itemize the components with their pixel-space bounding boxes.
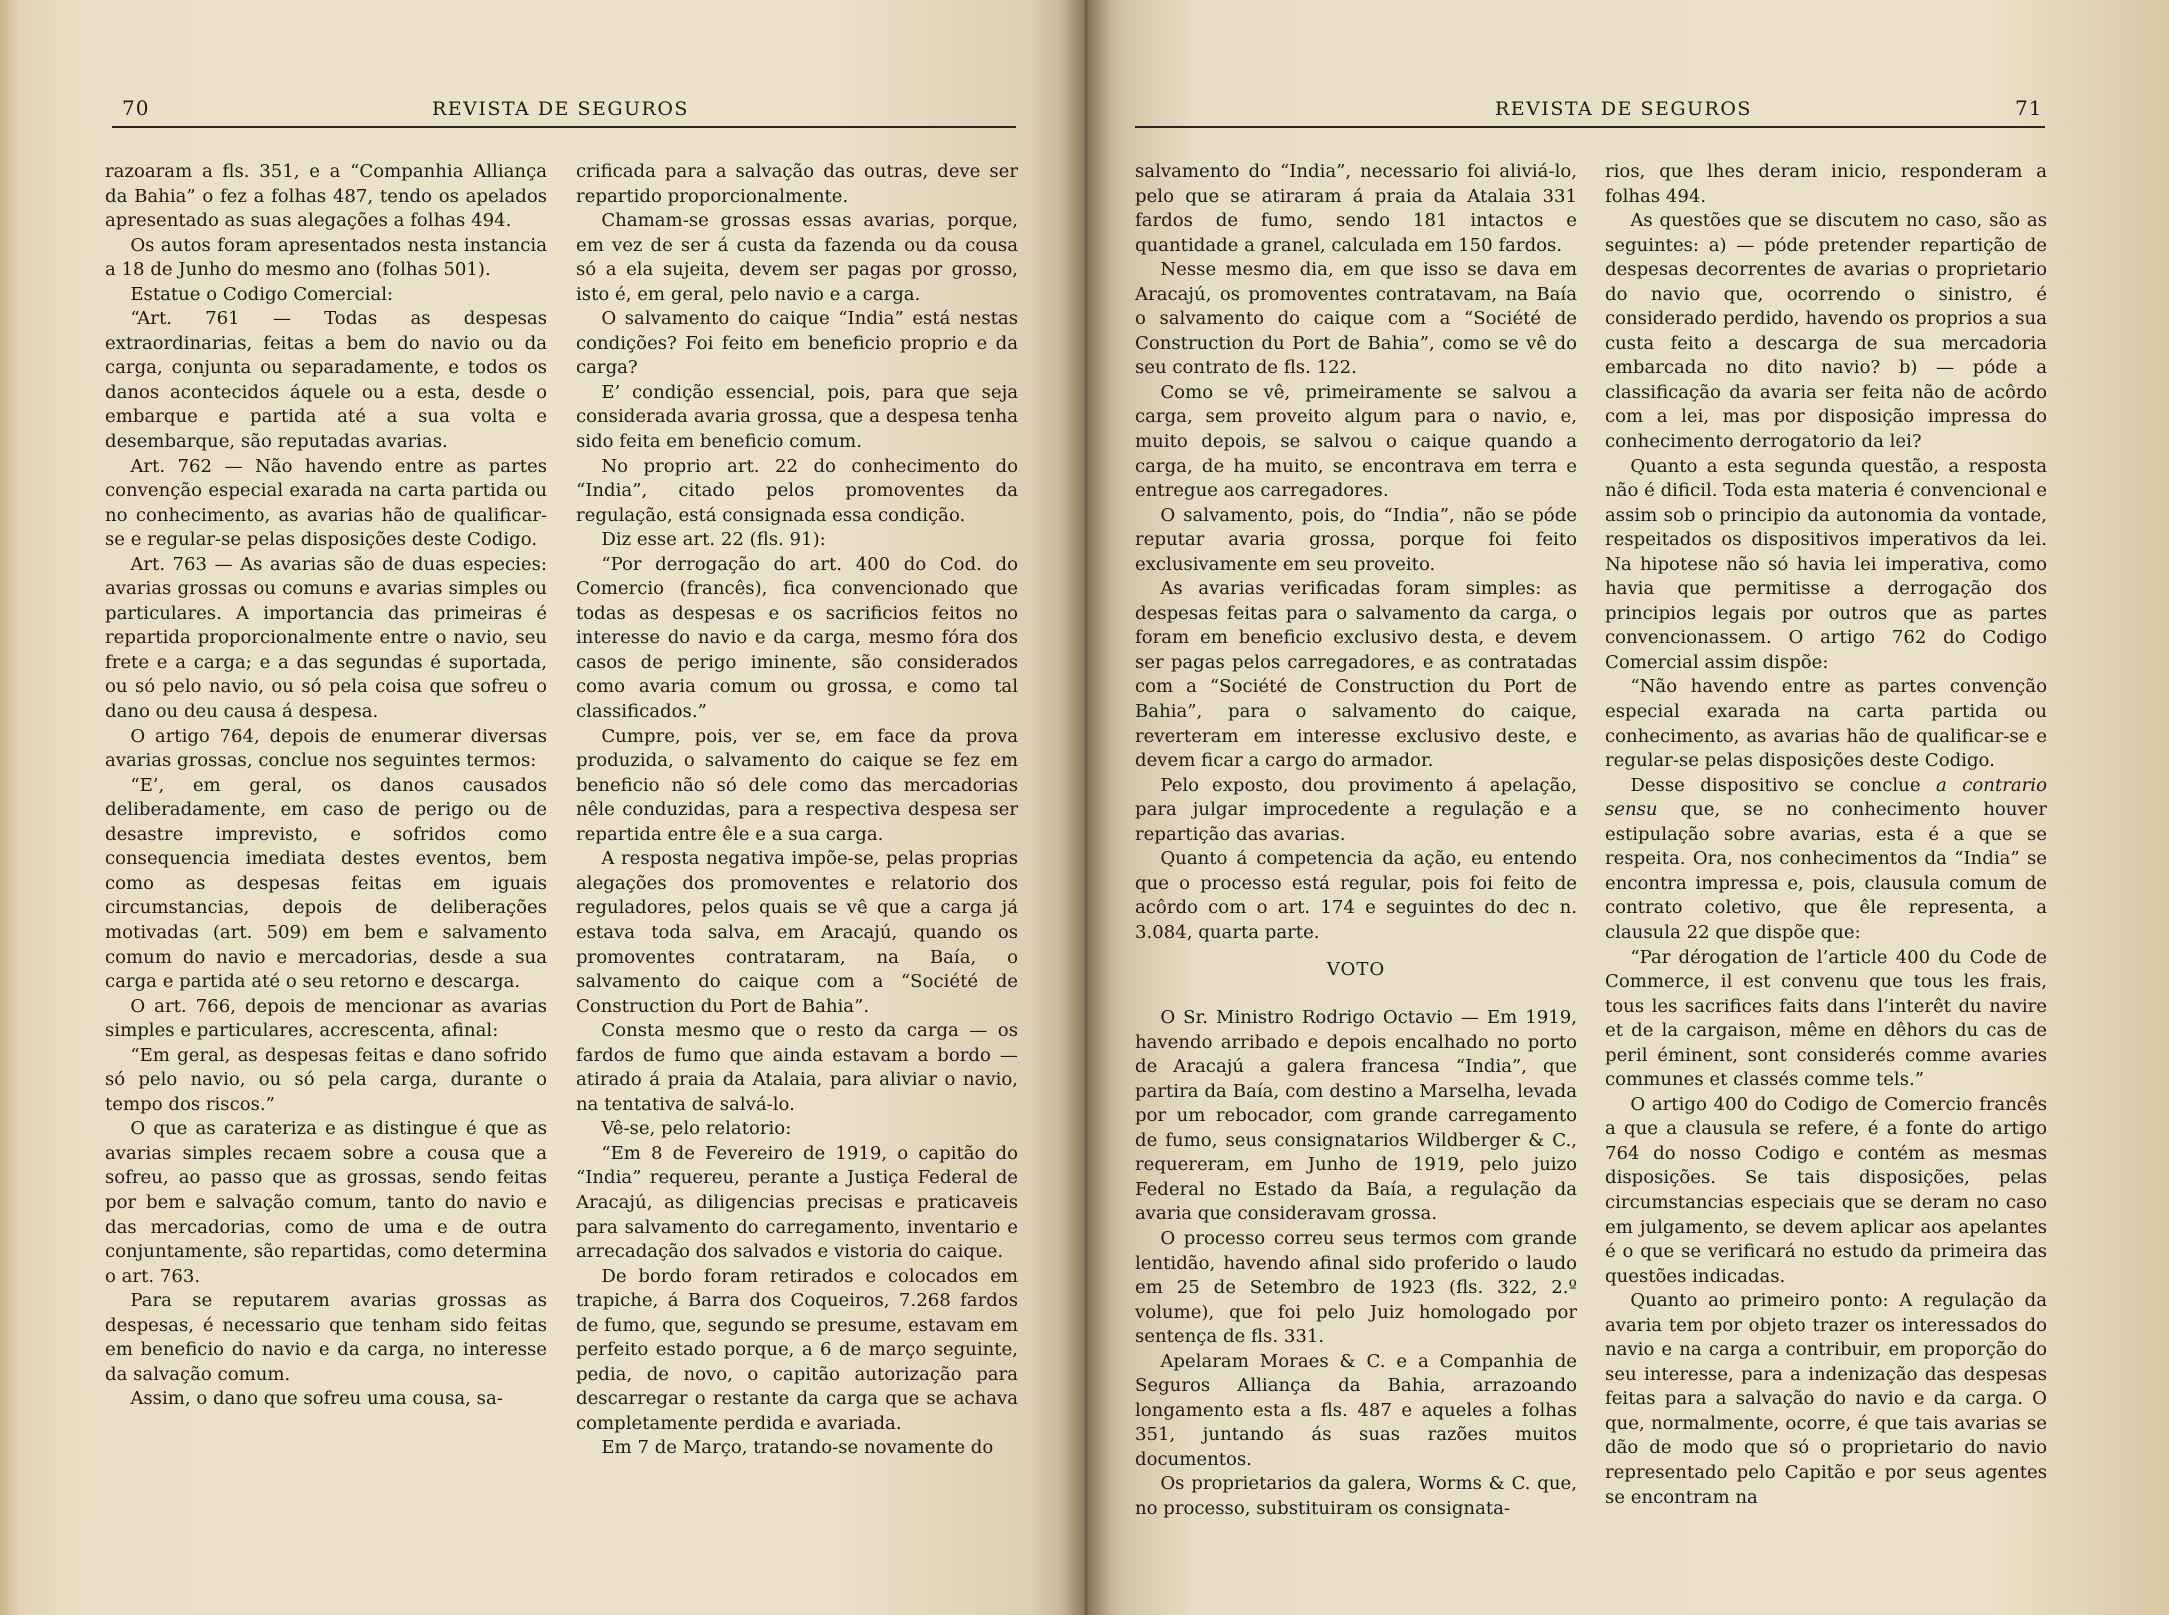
right-page [1085, 0, 2169, 1615]
book-gutter [1062, 0, 1110, 1615]
paragraph: Em 7 de Março, tratando-se novamente do [601, 1437, 994, 1459]
paragraph: crificada para a salvação das outras, deve ser repartido proporcionalmente. [576, 161, 1018, 207]
paragraph: Os autos foram apresentados nesta instancia a 18 de Junho do mesmo ano (folhas 501). [105, 234, 547, 281]
right-running-title: REVISTA DE SEGUROS [1495, 98, 1752, 120]
paragraph: Assim, o dano que sofreu uma cousa, sa- [130, 1388, 503, 1410]
paragraph: O art. 766, depois de mencionar as avarias simples e particulares, accrescenta, afinal: [105, 995, 547, 1042]
paragraph: Apelaram Moraes & C. e a Companhia de Seguros Alliança da Bahia, arrazoando longamento esta a fls. 487 e aqueles a folhas 351, juntando ás suas razões muitos documentos. [1135, 1350, 1577, 1470]
paragraph: No proprio art. 22 do conhecimento do “India”, citado pelos promoventes da regulação, está consignada essa condição. [576, 455, 1018, 526]
text-run: Desse dispositivo se conclue [1630, 774, 1921, 796]
paragraph: E’ condição essencial, pois, para que seja considerada avaria grossa, que a despesa tenha sido feita em beneficio comum. [576, 381, 1018, 453]
right-column-2 [1605, 160, 2047, 1510]
paragraph: razoaram a fls. 351, e a “Companhia Alliança da Bahia” o fez a folhas 487, tendo os apelados apresentado as suas alegações a folhas 494. [105, 161, 547, 232]
left-column-2 [576, 160, 1018, 1461]
paragraph: “Par dérogation de l’article 400 du Code de Commerce, il est convenu que tous les frais, tous les sacrifices faits dans l’interêt du navire et de la cargaison, même en dêhors du cas de peril éminent, sont considerés comme avaries communes et classés comme tels.” [1605, 946, 2047, 1091]
paragraph: O Sr. Ministro Rodrigo Octavio — Em 1919, havendo arribado e depois encalhado no porto de Aracajú a galera francesa “India”, que partira da Baía, com destino a Marselha, levada por um rebocador, com grande carregamento de fumo, seus consignatarios Wildberger & C., requereram, em Junho de 1919, pelo juizo Federal no Estado da Baía, a regulação da avaria que consideravam grossa. [1135, 1007, 1577, 1225]
paragraph: Para se reputarem avarias grossas as despesas, é necessario que tenham sido feitas em beneficio do navio e da carga, no interesse da salvação comum. [105, 1290, 547, 1385]
paragraph: O processo correu seus termos com grande lentidão, havendo afinal sido proferido o laudo em 25 de Setembro de 1923 (fls. 322, 2.º volume), que foi pelo Juiz homologado por sentença de fls. 331. [1135, 1227, 1577, 1348]
left-page-number: 70 [122, 96, 150, 120]
right-page-number: 71 [2015, 96, 2043, 120]
paragraph: As questões que se discutem no caso, são as seguintes: a) — póde pretender repartição de despesas decorrentes de avarias o proprietario do navio que, ocorrendo o sinistro, é considerado perdido, havendo os proprios a sua custa feito a descarga de sua mercadoria embarcada no dito navio? b) — póde a classificação da avaria ser feita não de acôrdo com a lei, mas por disposição impressa do conhecimento derrogatorio da lei? [1605, 210, 2047, 453]
paragraph [1605, 774, 2047, 946]
paragraph: Diz esse art. 22 (fls. 91): [601, 529, 826, 551]
paragraph: Quanto a esta segunda questão, a resposta não é dificil. Toda esta materia é convencional e assim sob o principio da autonomia da vontade, respeitados os dispositivos imperativos da lei. Na hipotese não só havia lei imperativa, como havia que permitisse a derrogação dos principios legais por outros que as partes convencionassem. O artigo 762 do Codigo Comercial assim dispõe: [1605, 455, 2047, 673]
paragraph: De bordo foram retirados e colocados em trapiche, á Barra dos Coqueiros, 7.268 fardos de fumo, que, segundo se presume, estavam em perfeito estado porque, a 6 de março seguinte, pedia, de novo, o capitão autorização para descarregar o restante da carga que se achava completamente perdida e avariada. [576, 1265, 1018, 1434]
paragraph: O salvamento do caique “India” está nestas condições? Foi feito em beneficio proprio e da carga? [576, 308, 1018, 379]
paragraph: “Art. 761 — Todas as despesas extraordinarias, feitas a bem do navio ou da carga, conjunta ou separadamente, e todos os danos acontecidos áquele ou a esta, desde o embarque e partida até a sua volta e desembarque, são reputadas avarias. [105, 308, 547, 453]
paragraph: Art. 763 — As avarias são de duas especies: avarias grossas ou comuns e avarias simples ou particulares. A importancia das primeiras é repartida proporcionalmente entre o navio, seu frete e a carga; e a das segundas é suportada, ou só pelo navio, ou só pela coisa que sofreu o dano ou deu causa á despesa. [105, 553, 547, 723]
paragraph: Nesse mesmo dia, em que isso se dava em Aracajú, os promoventes contratavam, na Baía o salvamento do caique com a “Société de Construction du Port de Bahia”, como se vê do seu contrato de fls. 122. [1135, 259, 1577, 379]
right-running-head [1085, 96, 2169, 126]
paragraph: Consta mesmo que o resto da carga — os fardos de fumo que ainda estavam a bordo — atirado á praia da Atalaia, para aliviar o navio, na tentativa de salvá-lo. [576, 1020, 1018, 1115]
left-running-title: REVISTA DE SEGUROS [432, 98, 689, 120]
paragraph: Art. 762 — Não havendo entre as partes convenção especial exarada na carta partida ou no conhecimento, as avarias hão de qualificar-se e regular-se pelas disposições deste Codigo. [105, 455, 547, 551]
paragraph: salvamento do “India”, necessario foi aliviá-lo, pelo que se atiraram á praia da Atalaia 331 fardos de fumo, sendo 181 intactos e quantidade a granel, calculada em 150 fardos. [1135, 161, 1577, 256]
right-header-rule [1135, 126, 2045, 128]
paragraph: O que as carateriza e as distingue é que as avarias simples recaem sobre a cousa que a sofreu, ao passo que as grossas, sendo feitas por bem e salvação comum, tanto do navio e das mercadorias, como de uma e de outra conjuntamente, são repartidas, como determina o art. 763. [105, 1118, 547, 1287]
paragraph: rios, que lhes deram inicio, responderam a folhas 494. [1605, 161, 2047, 207]
paragraph: O artigo 400 do Codigo de Comercio francês a que a clausula se refere, é a fonte do artigo 764 do nosso Codigo e contém as mesmas disposições. Se tais disposições, pelas circumstancias especiais que se deram no caso em julgamento, se devem aplicar aos apelantes é o que se verificará no estudo da primeira das questões indicadas. [1605, 1093, 2047, 1287]
paragraph: “Por derrogação do art. 400 do Cod. do Comercio (francês), fica convencionado que todas as despesas e os sacrificios feitos no interesse do navio e da carga, mesmo fóra dos casos de perigo iminente, são considerados como avaria comum ou grossa, e como tal classificados.” [576, 553, 1018, 723]
right-column-1 [1135, 160, 1577, 1522]
voto-heading: VOTO [1326, 958, 1386, 980]
text-run: que, se no conhecimento houver estipulação sobre avarias, esta é a que se respeita. Ora, nos conhecimentos da “India” se encontra impressa e, pois, clausula comum de contrato coletivo, que êle representa, a clausula 22 que dispõe que: [1605, 799, 2047, 943]
paragraph: Cumpre, pois, ver se, em face da prova produzida, o salvamento do caique se fez em beneficio não só dele como das mercadorias nêle conduzidas, para a respectiva despesa ser repartida entre êle e a sua carga. [576, 725, 1018, 845]
paragraph: Quanto á competencia da ação, eu entendo que o processo está regular, pois foi feito de acôrdo com o art. 174 e seguintes do dec n. 3.084, quarta parte. [1135, 848, 1577, 943]
left-column-1 [105, 160, 547, 1412]
paragraph: Estatue o Codigo Comercial: [130, 283, 394, 305]
paragraph: Os proprietarios da galera, Worms & C. que, no processo, substituiram os consignata- [1135, 1473, 1577, 1519]
paragraph: Vê-se, pelo relatorio: [601, 1118, 792, 1140]
left-header-rule [112, 126, 1016, 128]
paragraph: A resposta negativa impõe-se, pelas proprias alegações dos promoventes e relatorio dos reguladores, pelos quais se vê que a carga já estava toda salva, em Aracajú, quando os promoventes contrataram, na Baía, o salvamento do caique com a “Société de Construction du Port de Bahia”. [576, 848, 1018, 1017]
paragraph: Pelo exposto, dou provimento á apelação, para julgar improcedente a regulação e a repartição das avarias. [1135, 774, 1577, 845]
paragraph: “E’, em geral, os danos causados deliberadamente, em caso de perigo ou de desastre imprevisto, e sofridos como consequencia imediata destes eventos, bem como as despesas feitas em iguais circumstancias, depois de deliberações motivadas (art. 509) em bem e salvamento comum do navio e mercadorias, desde a sua carga e partida até o seu retorno e descarga. [105, 774, 547, 993]
paragraph: O salvamento, pois, do “India”, não se póde reputar avaria grossa, porque foi feito exclusivamente em seu proveito. [1135, 504, 1577, 575]
paragraph: Chamam-se grossas essas avarias, porque, em vez de ser á custa da fazenda ou da cousa só a ela sujeita, devem ser pagas por grosso, isto é, em geral, pelo navio e a carga. [576, 210, 1018, 305]
paragraph: “Em geral, as despesas feitas e dano sofrido só pelo navio, ou só pela carga, durante o tempo dos riscos.” [105, 1044, 547, 1115]
latin-phrase: a contrario sensu [1605, 774, 2047, 821]
paragraph: As avarias verificadas foram simples: as despesas feitas para o salvamento da carga, o foram em beneficio exclusivo desta, e devem ser pagas pelos carregadores, e as contratadas com a “Société de Construction du Port de Bahia”, para o salvamento do caique, reverteram em interesse exclusivo deste, e devem ficar a cargo do armador. [1135, 578, 1577, 772]
paragraph: Como se vê, primeiramente se salvou a carga, sem proveito algum para o navio, e, muito depois, se salvou o caique quando a carga, de ha muito, se encontrava em terra e entregue aos carregadores. [1135, 381, 1577, 502]
paragraph: Quanto ao primeiro ponto: A regulação da avaria tem por objeto trazer os interessados do navio e na carga a contribuir, em proporção do seu interesse, para a indenização das despesas feitas para a salvação do navio e da carga. O que, normalmente, ocorre, é que tais avarias se dão de modo que só o proprietario do navio representado pelo Capitão e por seus agentes se encontram na [1605, 1290, 2047, 1508]
paragraph: O artigo 764, depois de enumerar diversas avarias grossas, conclue nos seguintes termos: [105, 725, 547, 772]
paragraph: “Em 8 de Fevereiro de 1919, o capitão do “India” requereu, perante a Justiça Federal de Aracajú, as diligencias precisas e praticaveis para salvamento do carregamento, inventario e arrecadação dos salvados e vistoria do caique. [576, 1142, 1018, 1263]
left-running-head [0, 96, 1085, 126]
paragraph: “Não havendo entre as partes convenção especial exarada na carta partida ou conhecimento, as avarias hão de qualificar-se e regular-se pelas disposições deste Codigo. [1605, 676, 2047, 772]
